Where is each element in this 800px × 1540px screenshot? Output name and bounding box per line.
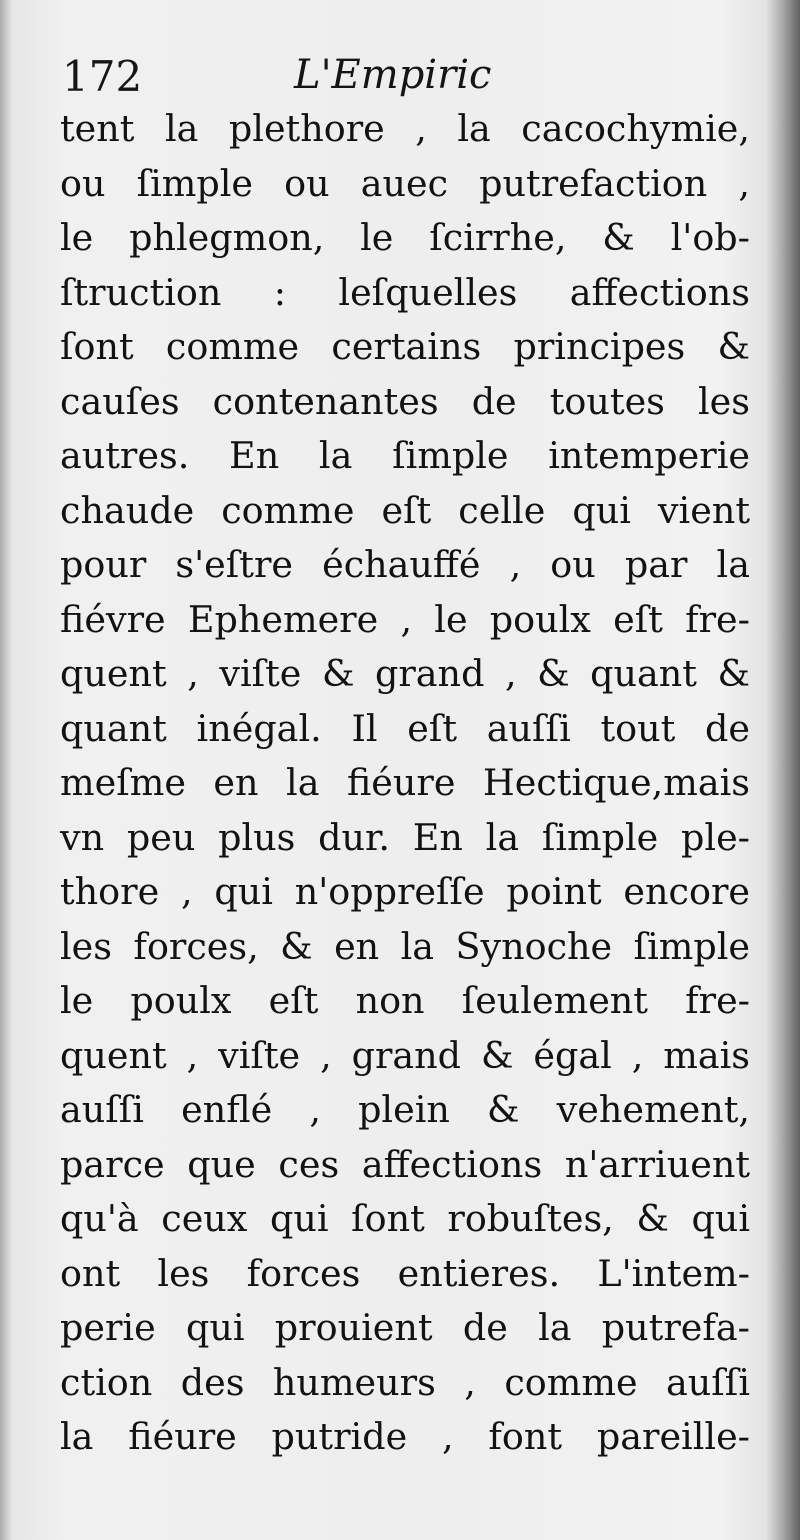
text-line: tent la plethore , la cacochymie, (60, 107, 750, 150)
text-line: le poulx eſt non ſeulement fre- (60, 979, 750, 1022)
text-line: les forces, & en la Synoche ſimple (60, 924, 750, 968)
text-line: la fiéure putride , font pareille- (60, 1415, 750, 1458)
text-line: ont les forces entieres. L'intem- (60, 1251, 750, 1295)
page-header (62, 48, 742, 108)
text-line: le phlegmon, le ſcirrhe, & l'ob- (60, 216, 750, 259)
text-line: vn peu plus dur. En la ſimple ple- (60, 815, 750, 859)
text-line: ction des humeurs , comme auſſi (60, 1360, 750, 1404)
text-line: qu'à ceux qui ſont robuſtes, & qui (60, 1197, 750, 1240)
text-line: thore , qui n'oppreſſe point encore (60, 870, 750, 913)
text-line: meſme en la fiéure Hectique,mais (60, 761, 750, 804)
text-line: quant inégal. Il eſt auſſi tout de (60, 706, 750, 750)
text-line: auſſi enflé , plein & vehement, (60, 1088, 750, 1131)
text-line: ou ſimple ou auec putrefaction , (60, 161, 750, 205)
text-line: fiévre Ephemere , le poulx eſt fre- (60, 597, 750, 641)
page-number: 172 (62, 52, 143, 101)
text-line: perie qui prouient de la putrefa- (60, 1306, 750, 1349)
text-line: quent , viſte , grand & égal , mais (60, 1033, 750, 1077)
text-line: pour s'eſtre échauffé , ou par la (60, 543, 750, 586)
page-left-shadow (0, 0, 12, 1540)
text-line: quent , viſte & grand , & quant & (60, 652, 750, 695)
text-line: chaude comme eſt celle qui vient (60, 488, 750, 532)
page-gutter-shadow (766, 0, 800, 1540)
text-line: ſtruction : leſquelles affections (60, 270, 750, 314)
text-line: cauſes contenantes de toutes les (60, 379, 750, 423)
text-line: ſont comme certains principes & (60, 325, 750, 368)
running-title: L'Empiric (294, 52, 492, 98)
body-text (60, 102, 750, 1465)
text-line: parce que ces affections n'arriuent (60, 1142, 750, 1186)
text-line: autres. En la ſimple intemperie (60, 434, 750, 477)
